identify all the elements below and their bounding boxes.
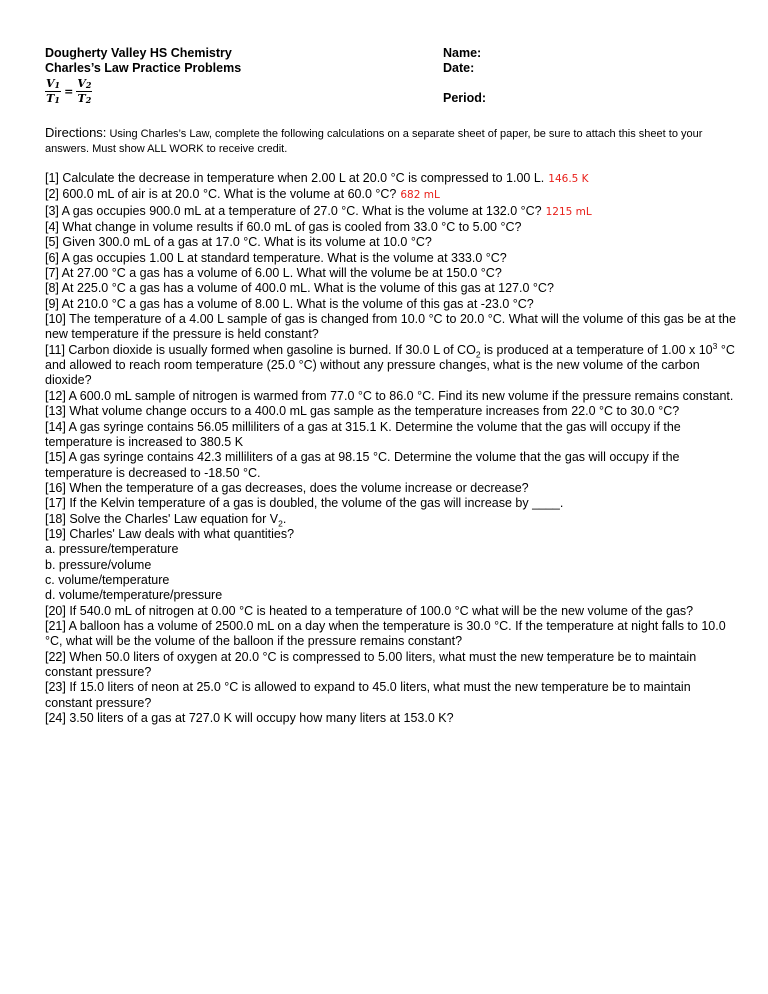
v1-symbol: V [46, 77, 55, 90]
handwritten-answer: 1215 mL [545, 205, 592, 218]
handwritten-answer: 146.5 K [548, 173, 589, 185]
q11-part-b: is produced at a temperature of 1.00 x 10 [480, 342, 713, 357]
exponent: 3 [712, 340, 718, 351]
question: [7] At 27.00 °C a gas has a volume of 6.00 L. What will the volume be at 150.0 °C? [45, 266, 502, 281]
question-list [45, 171, 737, 726]
worksheet-title: Charles’s Law Practice Problems [45, 61, 242, 75]
v1-subscript: 1 [54, 80, 61, 90]
q18-period: . [282, 511, 287, 526]
question: [13] What volume change occurs to a 400.0 mL gas sample as the temperature increases from 22.0 °C to 30.0 °C? [45, 404, 680, 419]
q18-text: [18] Solve the Charles' Law equation for V [45, 511, 279, 526]
question: [16] When the temperature of a gas decreases, does the volume increase or decrease? [45, 480, 529, 495]
header-left [45, 46, 241, 76]
question: [23] If 15.0 liters of neon at 25.0 °C is allowed to expand to 45.0 liters, what must the new temperature be to maintain constant pressure? [45, 680, 691, 710]
question: [22] When 50.0 liters of oxygen at 20.0 °C is compressed to 5.00 liters, what must the new temperature be to maintain constant pressure? [45, 649, 697, 679]
co2-subscript: 2 [475, 349, 481, 360]
t2-subscript: 2 [85, 95, 92, 105]
fraction-v1-t1 [45, 78, 61, 105]
t1-symbol: T [46, 92, 55, 105]
question: [8] At 225.0 °C a gas has a volume of 400.0 mL. What is the volume of this gas at 127.0 °C? [45, 281, 554, 296]
charles-law-formula [45, 78, 92, 105]
school-name: Dougherty Valley HS Chemistry [45, 46, 232, 60]
t1-subscript: 1 [54, 95, 60, 105]
question: [19] Charles' Law deals with what quantities? [45, 526, 295, 541]
question: [10] The temperature of a 4.00 L sample of gas is changed from 10.0 °C to 20.0 °C. What will the volume of this gas be at the new temperature if the pressure is held constant? [45, 312, 736, 342]
question: [21] A balloon has a volume of 2500.0 mL on a day when the temperature is 30.0 °C. If the temperature at night falls to 10.0 °C, what will be the volume of the balloon if the pressure remains constant? [45, 618, 726, 649]
question: [14] A gas syringe contains 56.05 milliliters of a gas at 315.1 K. Determine the volume that the gas will occupy if the temperature is increased to 380.5 K [45, 419, 681, 449]
question: [20] If 540.0 mL of nitrogen at 0.00 °C is heated to a temperature of 100.0 °C what will be the new volume of the gas? [45, 603, 694, 618]
question: [9] At 210.0 °C a gas has a volume of 8.00 L. What is the volume of this gas at -23.0 °C? [45, 296, 534, 311]
question-18 [45, 512, 737, 527]
question: [5] Given 300.0 mL of a gas at 17.0 °C. What is its volume at 10.0 °C? [45, 235, 432, 250]
question: [15] A gas syringe contains 42.3 milliliters of a gas at 98.15 °C. Determine the volume that the gas will occupy if the temperature is decreased to -18.50 °C. [45, 450, 680, 480]
question-text: [2] 600.0 mL of air is at 20.0 °C. What is the volume at 60.0 °C? [45, 187, 397, 202]
q11-part-c: °C and allowed to reach room temperature (25.0 °C) without any pressure changes, what is the new volume of the carbon dioxide? [45, 342, 735, 388]
answer-choice: d. volume/temperature/pressure [45, 588, 223, 603]
t2-symbol: T [77, 92, 86, 105]
q11-part-a: [11] Carbon dioxide is usually formed when gasoline is burned. If 30.0 L of CO [45, 342, 476, 357]
directions-label: Directions: [45, 125, 107, 140]
v2-symbol: V [77, 77, 86, 90]
period-label: Period: [443, 91, 487, 105]
handwritten-answer: 682 mL [400, 189, 440, 202]
v2-subscript: 2 [85, 80, 92, 90]
question: [4] What change in volume results if 60.0 mL of gas is cooled from 33.0 °C to 5.00 °C? [45, 220, 522, 235]
equals-sign: = [64, 85, 74, 98]
directions [45, 125, 735, 157]
answer-choice: c. volume/temperature [45, 572, 170, 587]
question: [12] A 600.0 mL sample of nitrogen is warmed from 77.0 °C to 86.0 °C. Find its new volume if the pressure remains constant. [45, 388, 734, 403]
question: [24] 3.50 liters of a gas at 727.0 K will occupy how many liters at 153.0 K? [45, 711, 454, 726]
question-text: [3] A gas occupies 900.0 mL at a temperature of 27.0 °C. What is the volume at 132.0 °C? [45, 203, 542, 218]
question: [6] A gas occupies 1.00 L at standard temperature. What is the volume at 333.0 °C? [45, 250, 507, 265]
question [45, 171, 737, 187]
question-11 [45, 340, 737, 389]
answer-choice: b. pressure/volume [45, 557, 152, 572]
question: [17] If the Kelvin temperature of a gas is doubled, the volume of the gas will increase by ____. [45, 496, 564, 511]
header-right [443, 46, 486, 106]
answer-choice: a. pressure/temperature [45, 542, 179, 557]
fraction-v2-t2 [76, 78, 92, 105]
question [45, 204, 737, 220]
v2-subscript: 2 [278, 518, 283, 529]
name-label: Name: [443, 46, 482, 60]
directions-text: Using Charles’s Law, complete the following calculations on a separate sheet of paper, be sure to attach this sheet to your answers. Must show ALL WORK to receive credit. [45, 128, 703, 155]
date-label: Date: [443, 61, 475, 75]
question-text: [1] Calculate the decrease in temperature when 2.00 L at 20.0 °C is compressed to 1.00 L. [45, 171, 545, 185]
question [45, 187, 737, 203]
